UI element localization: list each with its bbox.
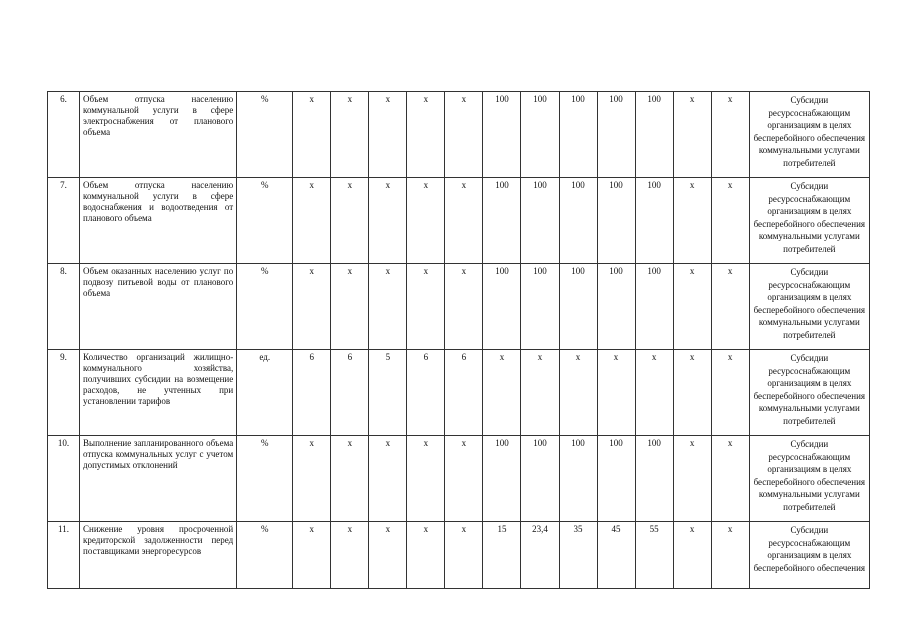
value-cell: x: [331, 264, 369, 350]
value-cell: 100: [635, 92, 673, 178]
value-cell: x: [673, 92, 711, 178]
value-cell: x: [673, 350, 711, 436]
value-cell: x: [673, 436, 711, 522]
unit-cell: %: [237, 436, 293, 522]
value-cell: 100: [635, 436, 673, 522]
value-cell: 100: [635, 264, 673, 350]
value-cell: x: [711, 92, 749, 178]
funding-note: Субсидии ресурсоснабжающим организациям в целях бесперебойного обеспечения коммунальными услугами потребителей: [749, 350, 869, 436]
unit-cell: %: [237, 92, 293, 178]
value-cell: 100: [597, 92, 635, 178]
value-cell: 15: [483, 522, 521, 589]
value-cell: 100: [521, 178, 559, 264]
table-row: [48, 436, 870, 522]
indicators-table-body: [48, 92, 870, 589]
value-cell: x: [673, 178, 711, 264]
unit-cell: %: [237, 178, 293, 264]
funding-note: Субсидии ресурсоснабжающим организациям в целях бесперебойного обеспечения коммунальными услугами потребителей: [749, 436, 869, 522]
value-cell: x: [407, 436, 445, 522]
value-cell: x: [711, 264, 749, 350]
indicator-name: Объем оказанных населению услуг по подвозу питьевой воды от планового объема: [80, 264, 237, 350]
value-cell: x: [407, 522, 445, 589]
value-cell: 35: [559, 522, 597, 589]
value-cell: x: [673, 522, 711, 589]
row-number: 6.: [48, 92, 80, 178]
value-cell: 6: [293, 350, 331, 436]
value-cell: x: [369, 264, 407, 350]
value-cell: 100: [483, 436, 521, 522]
table-row: [48, 350, 870, 436]
table-row: [48, 92, 870, 178]
value-cell: x: [635, 350, 673, 436]
value-cell: 100: [559, 264, 597, 350]
value-cell: 100: [559, 92, 597, 178]
value-cell: 45: [597, 522, 635, 589]
value-cell: 100: [483, 178, 521, 264]
value-cell: 5: [369, 350, 407, 436]
value-cell: 100: [521, 436, 559, 522]
funding-note: Субсидии ресурсоснабжающим организациям в целях бесперебойного обеспечения: [749, 522, 869, 589]
value-cell: x: [369, 522, 407, 589]
value-cell: 23,4: [521, 522, 559, 589]
row-number: 8.: [48, 264, 80, 350]
value-cell: x: [521, 350, 559, 436]
value-cell: x: [597, 350, 635, 436]
value-cell: x: [445, 436, 483, 522]
value-cell: x: [293, 178, 331, 264]
value-cell: 6: [331, 350, 369, 436]
value-cell: 100: [521, 264, 559, 350]
value-cell: x: [331, 92, 369, 178]
value-cell: x: [711, 178, 749, 264]
value-cell: 100: [521, 92, 559, 178]
value-cell: x: [293, 436, 331, 522]
row-number: 9.: [48, 350, 80, 436]
value-cell: x: [293, 522, 331, 589]
value-cell: x: [711, 350, 749, 436]
indicator-name: Выполнение запланированного объема отпуска коммунальных услуг с учетом допустимых отклонений: [80, 436, 237, 522]
value-cell: x: [711, 436, 749, 522]
value-cell: 6: [407, 350, 445, 436]
value-cell: 100: [483, 92, 521, 178]
unit-cell: ед.: [237, 350, 293, 436]
value-cell: x: [407, 178, 445, 264]
value-cell: 6: [445, 350, 483, 436]
value-cell: x: [293, 264, 331, 350]
value-cell: x: [673, 264, 711, 350]
value-cell: x: [369, 178, 407, 264]
value-cell: x: [445, 264, 483, 350]
value-cell: 100: [597, 178, 635, 264]
value-cell: x: [331, 178, 369, 264]
value-cell: x: [331, 522, 369, 589]
table-row: [48, 264, 870, 350]
funding-note: Субсидии ресурсоснабжающим организациям в целях бесперебойного обеспечения коммунальными услугами потребителей: [749, 264, 869, 350]
indicator-name: Снижение уровня просроченной кредиторской задолженности перед поставщиками энергоресурсов: [80, 522, 237, 589]
indicator-name: Объем отпуска населению коммунальной услуги в сфере электроснабжения от планового объема: [80, 92, 237, 178]
funding-note: Субсидии ресурсоснабжающим организациям в целях бесперебойного обеспечения коммунальными услугами потребителей: [749, 92, 869, 178]
indicator-name: Объем отпуска населению коммунальной услуги в сфере водоснабжения и водоотведения от планового объема: [80, 178, 237, 264]
value-cell: 100: [483, 264, 521, 350]
indicator-name: Количество организаций жилищно-коммунального хозяйства, получивших субсидии на возмещение расходов, не учтенных при установлении тарифов: [80, 350, 237, 436]
value-cell: x: [559, 350, 597, 436]
value-cell: x: [445, 522, 483, 589]
value-cell: 100: [559, 178, 597, 264]
funding-note: Субсидии ресурсоснабжающим организациям в целях бесперебойного обеспечения коммунальными услугами потребителей: [749, 178, 869, 264]
unit-cell: %: [237, 264, 293, 350]
indicators-table: [47, 91, 870, 589]
row-number: 7.: [48, 178, 80, 264]
table-row: [48, 522, 870, 589]
value-cell: 100: [559, 436, 597, 522]
value-cell: 55: [635, 522, 673, 589]
value-cell: x: [407, 92, 445, 178]
value-cell: 100: [597, 264, 635, 350]
value-cell: x: [483, 350, 521, 436]
value-cell: x: [369, 436, 407, 522]
value-cell: x: [331, 436, 369, 522]
row-number: 11.: [48, 522, 80, 589]
value-cell: 100: [597, 436, 635, 522]
value-cell: 100: [635, 178, 673, 264]
value-cell: x: [445, 92, 483, 178]
value-cell: x: [407, 264, 445, 350]
row-number: 10.: [48, 436, 80, 522]
value-cell: x: [369, 92, 407, 178]
value-cell: x: [293, 92, 331, 178]
unit-cell: %: [237, 522, 293, 589]
table-row: [48, 178, 870, 264]
value-cell: x: [711, 522, 749, 589]
value-cell: x: [445, 178, 483, 264]
